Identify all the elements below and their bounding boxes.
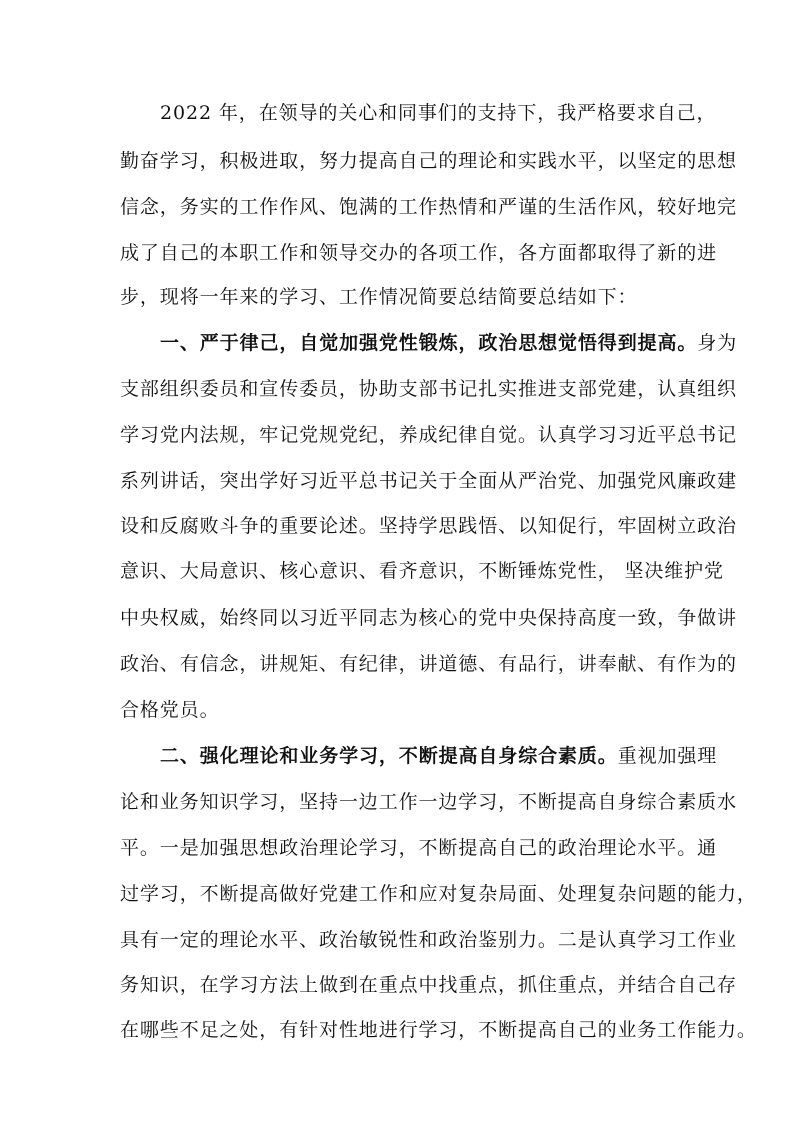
para3-line1: [160, 744, 717, 768]
para2-line8: 政治、有信念，讲规矩、有纪律，讲道德、有品行，讲奉献、有作为的: [120, 653, 737, 675]
para2-line1: [160, 331, 737, 355]
para2-line2: 支部组织委员和宣传委员，协助支部书记扎实推进支部党建，认真组织: [120, 378, 737, 400]
section-heading-1: 一、严于律己，自觉加强党性锻炼，政治思想觉悟得到提高。: [160, 332, 698, 354]
para1-line5: 步，现将一年来的学习、工作情况简要总结简要总结如下：: [120, 286, 638, 308]
para3-line6: 务知识，在学习方法上做到在重点中找重点，抓住重点，并结合自己存: [120, 974, 737, 996]
para2-line7: 中央权威，始终同以习近平同志为核心的党中央保持高度一致，争做讲: [120, 607, 737, 629]
para2-line1-rest: 身为: [697, 332, 738, 354]
para1-line3: 信念，务实的工作作风、饱满的工作热情和严谨的生活作风，较好地完: [120, 196, 737, 218]
para2-line5: 设和反腐败斗争的重要论述。坚持学思践悟、以知促行，牢固树立政治: [120, 515, 737, 537]
para1-line1: 2022 年，在领导的关心和同事们的支持下，我严格要求自己，: [160, 102, 717, 124]
para2-line6: 意识、大局意识、核心意识、看齐意识，不断锤炼党性， 坚决维护党: [120, 560, 724, 582]
para2-line9: 合格党员。: [120, 699, 220, 721]
para3-line2: 论和业务知识学习，坚持一边工作一边学习，不断提高自身综合素质水: [120, 791, 737, 813]
para1-line2: 勤奋学习，积极进取，努力提高自己的理论和实践水平，以坚定的思想: [120, 150, 737, 172]
para1-line4: 成了自己的本职工作和领导交办的各项工作，各方面都取得了新的进: [120, 242, 718, 264]
para3-line5: 具有一定的理论水平、政治敏锐性和政治鉴别力。二是认真学习工作业: [120, 929, 737, 951]
para2-line3: 学习党内法规，牢记党规党纪，养成纪律自觉。认真学习习近平总书记: [120, 424, 737, 446]
para3-line4: 过学习，不断提高做好党建工作和应对复杂局面、处理复杂问题的能力，: [120, 883, 757, 905]
section-heading-2: 二、强化理论和业务学习，不断提高自身综合素质。: [160, 745, 618, 767]
para2-line4: 系列讲话，突出学好习近平总书记关于全面从严治党、加强党风廉政建: [120, 470, 737, 492]
para3-line1-rest: 重视加强理: [617, 745, 718, 767]
para3-line7: 在哪些不足之处，有针对性地进行学习，不断提高自己的业务工作能力。: [120, 1019, 757, 1041]
para3-line3: 平。一是加强思想政治理论学习，不断提高自己的政治理论水平。通: [120, 837, 718, 859]
